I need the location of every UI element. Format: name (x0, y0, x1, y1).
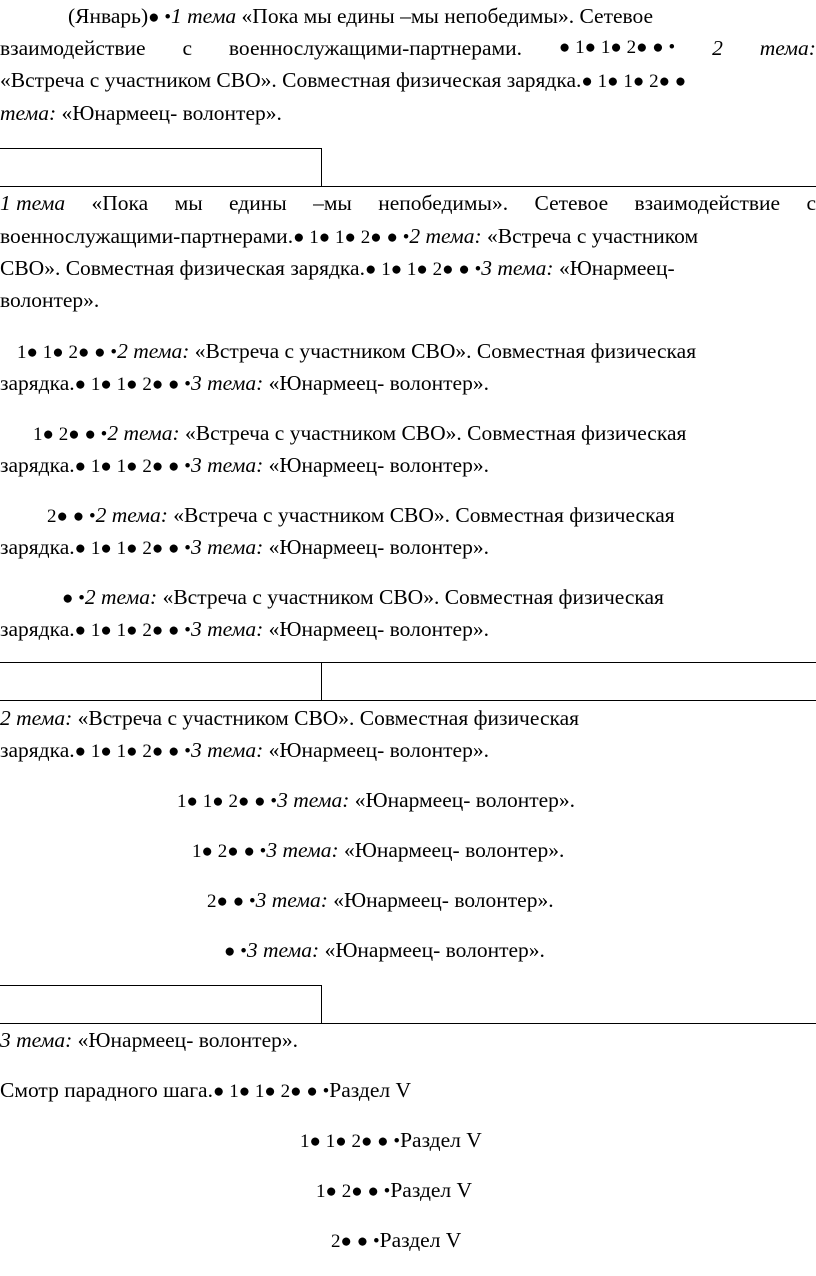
b1-line-2 (0, 38, 816, 60)
p3-line-2 (0, 537, 489, 559)
table-rule (0, 1023, 816, 1024)
c1-line (177, 790, 575, 812)
text: «Юнармеец- волонтер». (338, 838, 565, 862)
section-label: Раздел V (379, 1228, 462, 1252)
topic-label: 3 тема: (246, 938, 320, 962)
bullet-run: ● • (148, 7, 172, 28)
topic-label: тема: (0, 101, 57, 125)
text: (Январь) (68, 4, 149, 28)
d1-line (300, 1130, 482, 1152)
b1-line-1 (68, 6, 653, 28)
bullet-run: ● 1● 1● 2● ● • (293, 227, 410, 248)
topic-label: 3 тема: (190, 371, 264, 395)
p2-line-1 (33, 423, 686, 445)
word: взаимодействие (0, 36, 146, 60)
b2-line-2 (0, 226, 698, 248)
b3-line-2 (0, 740, 489, 762)
topic-label: 1 тема (0, 191, 66, 215)
word: «Пока (91, 191, 149, 215)
topic-label: 3 тема: (481, 256, 554, 280)
section-label: Раздел V (390, 1178, 473, 1202)
text: «Юнармеец- волонтер». (263, 453, 489, 477)
text: «Встреча с участником СВО». Совместная физическая (157, 585, 664, 609)
topic-label: 2 тема: (107, 421, 180, 445)
p4-line-1 (62, 587, 664, 609)
text: «Встреча с участником СВО». Совместная физическая (189, 339, 697, 363)
text: зарядка. (0, 617, 75, 641)
word: мы (174, 191, 203, 215)
word: с (182, 36, 193, 60)
text: «Встреча с участником СВО». Совместная физическая (179, 421, 687, 445)
c2-line (192, 840, 564, 862)
table-rule (0, 985, 321, 986)
bullet-run: ● 1● 1● 2● ● • (74, 620, 191, 641)
word: непобедимы». (378, 191, 509, 215)
bullet-run: 1● 1● 2● ● • (17, 342, 118, 363)
section-label: Раздел V (400, 1128, 482, 1152)
topic-label: 2 тема: (84, 585, 158, 609)
bullet-run: 1● 2● ● • (316, 1181, 391, 1202)
table-rule (321, 985, 322, 1023)
bullet-run: ● • (62, 588, 85, 609)
word: Сетевое (534, 191, 609, 215)
text: зарядка. (0, 371, 75, 395)
bullet-run: ● 1● 1● 2● ● • (558, 37, 676, 58)
table-rule (0, 662, 816, 663)
text: «Встреча с участником СВО». Совместная физическая зарядка. (0, 68, 582, 92)
text: СВО». Совместная физическая зарядка. (0, 256, 365, 280)
text: «Встреча с участником СВО». Совместная физическая (167, 503, 675, 527)
text: «Юнармеец- (553, 256, 675, 280)
b2-line-4: волонтер». (0, 288, 100, 312)
text: зарядка. (0, 738, 75, 762)
c3-line (207, 890, 554, 912)
p3-line-1 (47, 505, 675, 527)
bullet-run: ● 1● 1● 2● ● • (74, 538, 191, 559)
p1-line-2 (0, 373, 489, 395)
topic-label: 2 тема: (95, 503, 168, 527)
text: «Юнармеец- волонтер». (263, 371, 489, 395)
topic-label: 3 тема: (190, 617, 264, 641)
text: зарядка. (0, 535, 75, 559)
bullet-run: ● 1● 1● 2● ● • (74, 374, 191, 395)
p2-line-2 (0, 455, 489, 477)
word: военнослужащими-партнерами. (228, 36, 522, 60)
topic-label: 2 тема: (117, 339, 190, 363)
text: «Встреча с участником СВО». Совместная физическая (72, 706, 580, 730)
text: «Юнармеец- волонтер». (349, 788, 576, 812)
topic-label: 2 тема: (0, 706, 73, 730)
bullet-run: ● 1● 1● 2● ● • (364, 259, 482, 280)
topic-label: 3 тема: (190, 535, 264, 559)
b1-line-3 (0, 70, 686, 92)
text: «Юнармеец- волонтер». (319, 938, 545, 962)
text: «Юнармеец- волонтер». (56, 101, 282, 125)
b1-line-4 (0, 103, 282, 125)
bullet-run: ● 1● 1● 2● ● • (74, 456, 191, 477)
table-rule (321, 148, 322, 186)
topic-label: тема: (759, 36, 816, 60)
bullet-run: 1● 2● ● • (33, 424, 108, 445)
bullet-run: ● 1● 1● 2● ● • (212, 1081, 330, 1102)
text: «Юнармеец- волонтер». (72, 1028, 298, 1052)
table-rule (0, 148, 321, 149)
topic-label: 3 тема: (190, 453, 264, 477)
topic-label: 1 тема (171, 4, 237, 28)
word: едины (229, 191, 287, 215)
text: Смотр парадного шага. (0, 1078, 213, 1102)
b2-line-3 (0, 258, 675, 280)
bullet-run: ● 1● 1● 2● ● (581, 71, 687, 92)
b5-line (0, 1080, 411, 1102)
b2-line-1 (0, 193, 816, 215)
bullet-run: 1● 1● 2● ● • (300, 1131, 401, 1152)
topic-label: 3 тема: (255, 888, 328, 912)
text: «Юнармеец- волонтер». (263, 738, 489, 762)
text: «Встреча с участником (481, 224, 699, 248)
bullet-run: ● • (224, 941, 247, 962)
topic-label: 3 тема: (0, 1028, 73, 1052)
text: военнослужащими-партнерами. (0, 224, 294, 248)
c4-line (224, 940, 545, 962)
b3-line-1 (0, 708, 579, 730)
table-rule (0, 700, 816, 701)
topic-label: 3 тема: (277, 788, 350, 812)
topic-label: 3 тема: (190, 738, 264, 762)
text: «Юнармеец- волонтер». (263, 535, 489, 559)
bullet-run: 1● 1● 2● ● • (177, 791, 278, 812)
bullet-run: 2● ● • (47, 506, 96, 527)
word: –мы (313, 191, 352, 215)
bullet-run: 1● 2● ● • (192, 841, 267, 862)
text: «Юнармеец- волонтер». (263, 617, 489, 641)
word: с (806, 191, 816, 215)
bullet-run: ● 1● 1● 2● ● • (74, 741, 191, 762)
p4-line-2 (0, 619, 489, 641)
section-label: Раздел V (329, 1078, 411, 1102)
table-rule (321, 662, 322, 700)
b4-line (0, 1030, 298, 1052)
topic-label: 2 тема: (409, 224, 482, 248)
d2-line (316, 1180, 472, 1202)
topic-label: 3 тема: (266, 838, 339, 862)
p1-line-1 (17, 341, 696, 363)
text: зарядка. (0, 453, 75, 477)
bullet-run: 2● ● • (207, 891, 256, 912)
text: «Пока мы едины –мы непобедимы». Сетевое (236, 4, 654, 28)
word: взаимодействие (634, 191, 781, 215)
table-rule (0, 186, 816, 187)
topic-label: 2 (712, 36, 723, 60)
bullet-run: 2● ● • (331, 1231, 380, 1252)
text: «Юнармеец- волонтер». (327, 888, 554, 912)
d3-line (331, 1230, 461, 1252)
